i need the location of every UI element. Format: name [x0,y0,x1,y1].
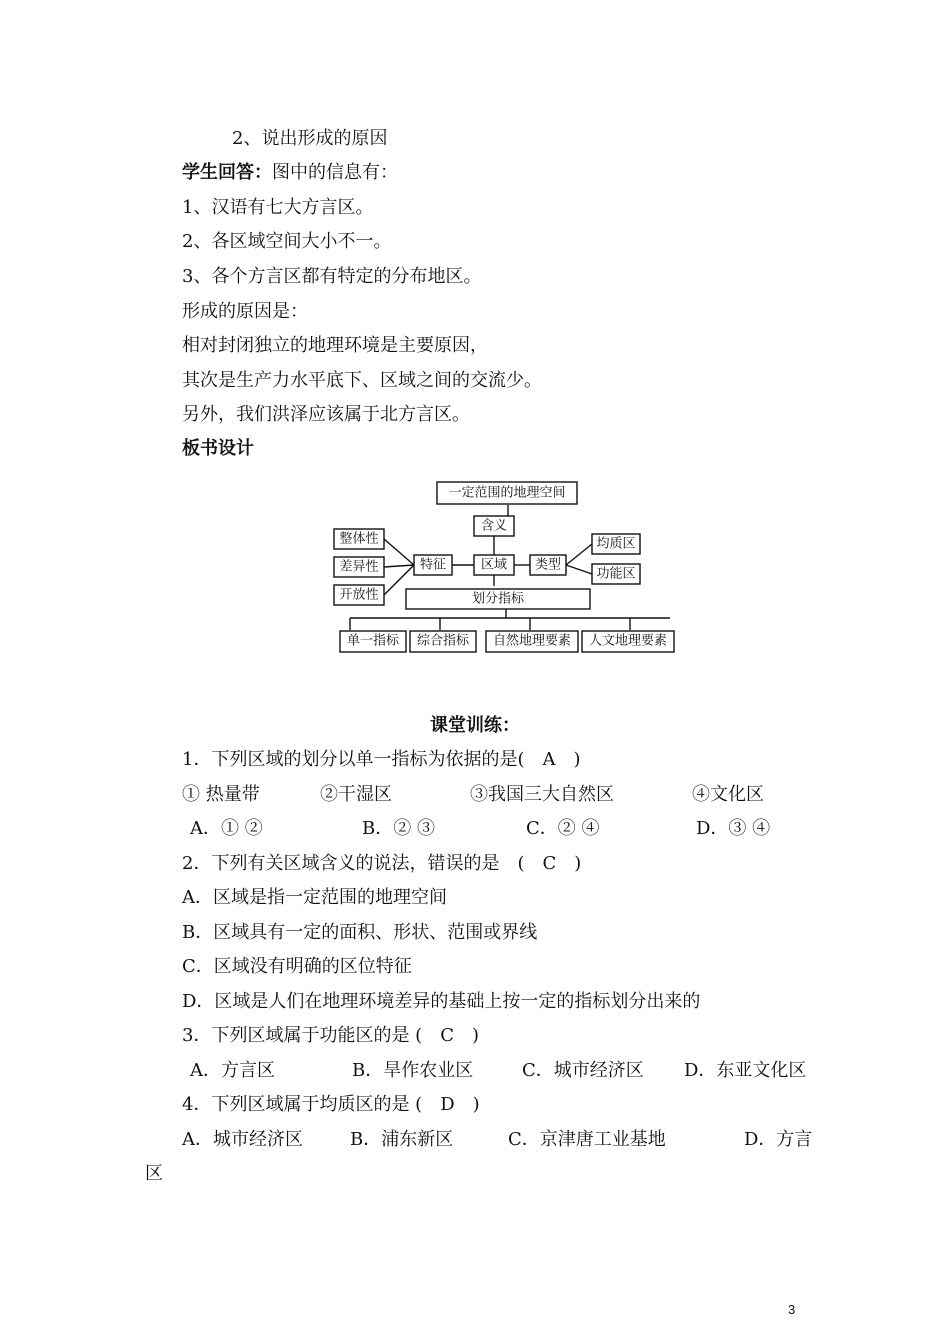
q1-item-1: ① 热量带 [182,784,260,805]
division-label: 划分指标 [471,591,525,607]
q1-option-a: A．① ② [190,818,263,839]
indicator-single-label: 单一指标 [346,633,400,649]
q3-option-c: C．城市经济区 [522,1060,644,1081]
indicator-single-box [340,631,406,652]
type-functional-box [592,564,640,584]
indicator-natural-label: 自然地理要素 [492,633,572,649]
answer-text: 图中的信息有： [272,162,398,183]
info-line-3: 3、各个方言区都有特定的分布地区。 [182,266,482,287]
q1-option-d: D．③ ④ [696,818,771,839]
indicator-human-label: 人文地理要素 [588,633,668,649]
q1-item-3: ③我国三大自然区 [470,784,614,805]
q1-option-c: C．② ④ [526,818,600,839]
info-line-1: 1、汉语有七大方言区。 [182,197,374,218]
q4-wrap-text: 区 [145,1163,163,1184]
indicator-composite-box [410,631,476,652]
info-line-2: 2、各区域空间大小不一。 [182,231,392,252]
board-design-title: 板书设计 [182,438,254,459]
q4-stem: 4．下列区域属于均质区的是 ( D ) [182,1094,480,1115]
q4-option-b: B．浦东新区 [350,1129,454,1150]
region-label: 区域 [480,557,508,573]
top-concept-box [437,482,577,504]
cause-line-3: 另外，我们洪泽应该属于北方言区。 [182,404,470,425]
q3-option-d: D．东亚文化区 [684,1060,807,1081]
q4-option-a: A．城市经济区 [182,1129,303,1150]
q2-option-b: B．区域具有一定的面积、形状、范围或界线 [182,922,538,943]
feature-integrity-box [334,529,384,549]
meaning-box [474,516,514,536]
indicator-natural-box [486,631,578,652]
type-homogeneous-box [592,534,640,554]
region-concept-diagram [330,478,690,658]
answer-label: 学生回答： [182,162,272,183]
q2-option-d: D．区域是人们在地理环境差异的基础上按一定的指标划分出来的 [182,991,701,1012]
indicator-human-box [582,631,674,652]
type-label: 类型 [534,557,562,573]
feature-label: 特征 [419,557,447,573]
q4-option-c: C．京津唐工业基地 [508,1129,666,1150]
feature-openness-box [334,585,384,605]
feature-integrity-label: 整体性 [339,531,379,547]
exercise-title: 课堂训练： [430,715,520,736]
cause-line-1: 相对封闭独立的地理环境是主要原因， [182,335,488,356]
feature-box [414,555,452,575]
q3-stem: 3．下列区域属于功能区的是 ( C ) [182,1025,479,1046]
q2-option-c: C．区域没有明确的区位特征 [182,956,412,977]
cause-line-2: 其次是生产力水平底下、区域之间的交流少。 [182,370,542,391]
q2-stem: 2．下列有关区域含义的说法，错误的是 ( C ) [182,853,582,874]
indicator-composite-label: 综合指标 [416,633,470,649]
q2-option-a: A．区域是指一定范围的地理空间 [182,887,447,908]
top-concept-label: 一定范围的地理空间 [448,485,566,501]
division-box [406,589,590,609]
type-box [530,555,566,575]
feature-openness-label: 开放性 [339,587,379,603]
type-functional-label: 功能区 [596,566,636,582]
type-homogeneous-label: 均质区 [596,536,636,552]
region-box [474,555,514,575]
q4-option-d: D．方言 [744,1129,813,1150]
student-answer-line [182,162,398,184]
page-number: 3 [788,1302,796,1317]
cause-label: 形成的原因是： [182,301,308,322]
feature-difference-label: 差异性 [339,559,379,575]
q3-option-b: B．旱作农业区 [352,1060,474,1081]
q1-stem: 1．下列区域的划分以单一指标为依据的是( A ) [182,749,581,770]
q1-option-b: B．② ③ [362,818,435,839]
q1-item-2: ②干湿区 [320,784,392,805]
q1-item-4: ④文化区 [692,784,764,805]
feature-difference-box [334,557,384,577]
meaning-label: 含义 [480,518,508,534]
task-2-line: 2、说出形成的原因 [232,128,388,149]
q3-option-a: A．方言区 [190,1060,275,1081]
